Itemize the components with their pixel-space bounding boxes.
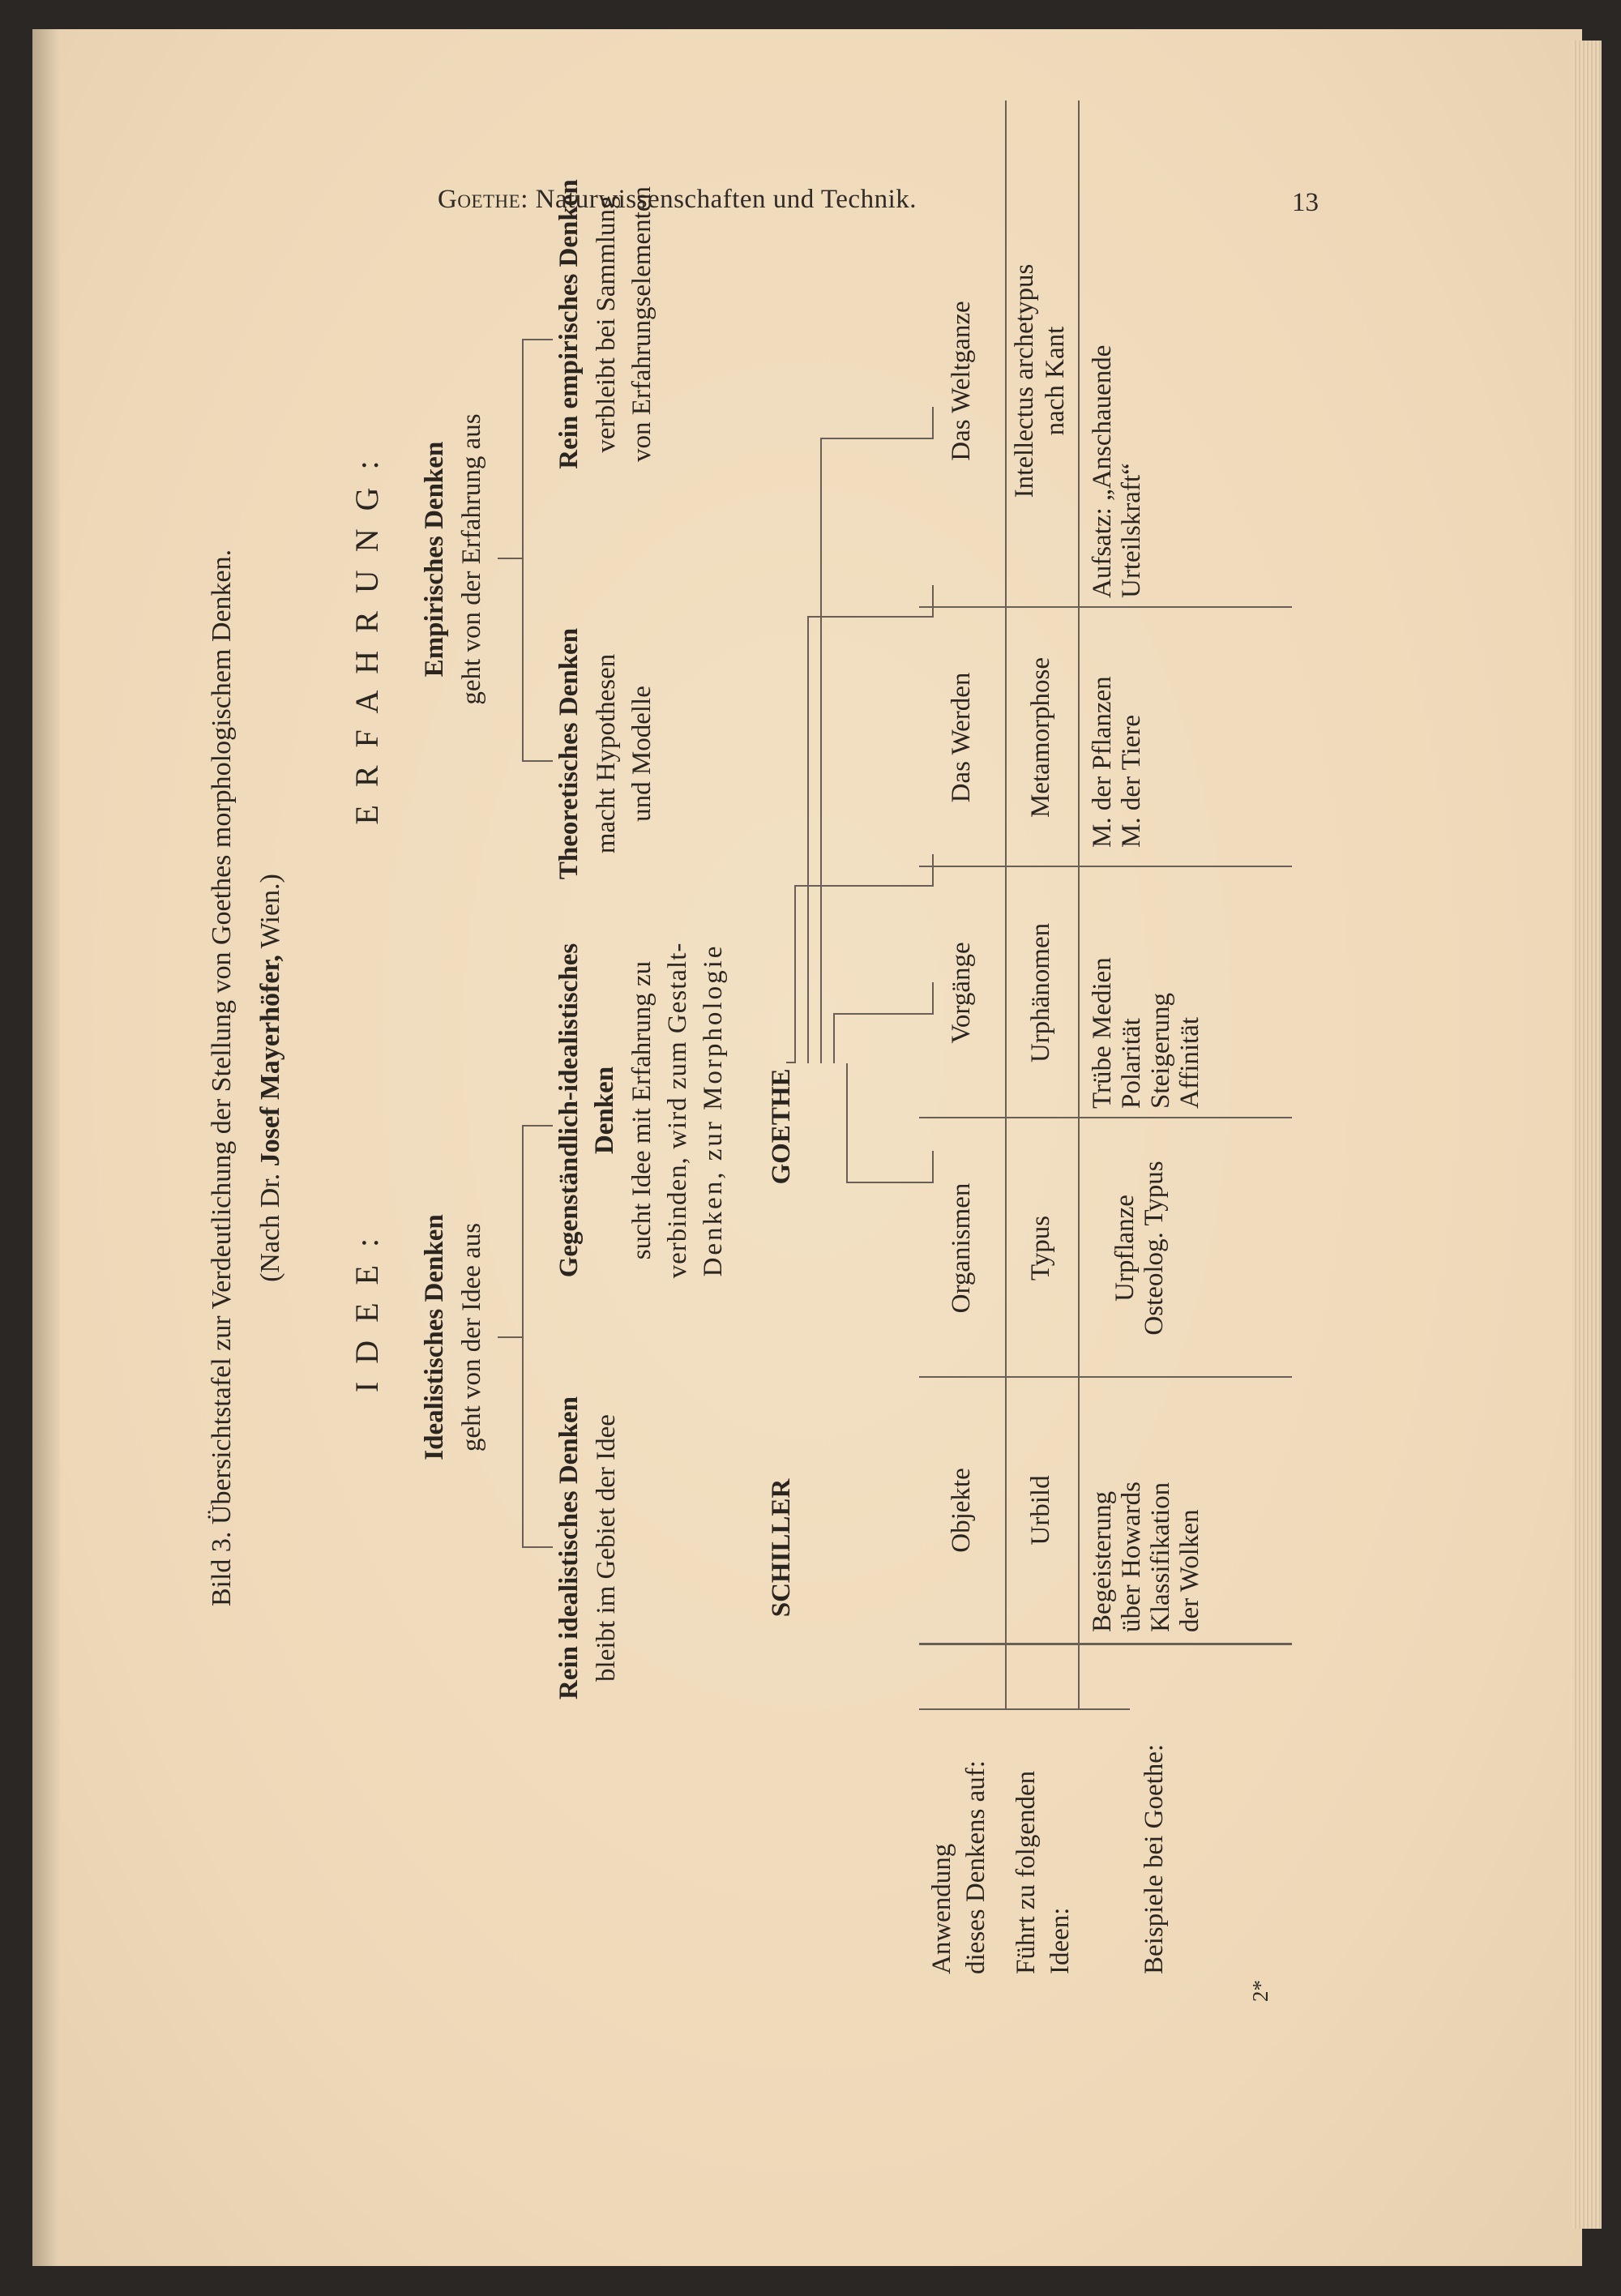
objective-idealistic-line-2: verbinden, wird zum Gestalt-: [663, 942, 692, 1279]
table-row-separator-2: [1078, 100, 1080, 1710]
page-gutter-shadow: [32, 29, 60, 2266]
empirical-heading: Empirisches Denken: [420, 441, 449, 678]
pure-empirical-heading: Rein empirisches Denken: [554, 179, 584, 469]
pure-empirical-line-2: von Erfahrungselementen: [627, 186, 657, 462]
goethe-tick-werden: [932, 585, 934, 618]
erfahrung-branch-stem: [498, 558, 522, 559]
col-objekte-example-3: Klassifikation: [1146, 1481, 1175, 1632]
row-label-application-2: dieses Denkens auf:: [961, 1760, 990, 1974]
idee-heading: I D E E :: [349, 1233, 385, 1393]
erfahrung-branch-left: [522, 760, 553, 762]
figure-title: Bild 3. Übersichtstafel zur Verdeutlichung der Stellung von Goethes morphologischem Denken.: [207, 549, 237, 1607]
col-werden-idea: Metamorphose: [1026, 657, 1055, 818]
idee-branch-right: [522, 1125, 553, 1127]
col-weltganze-example-2: Urteilskraft“: [1117, 463, 1146, 598]
row-label-application-1: Anwendung: [927, 1843, 956, 1974]
goethe-connector-4-v: [833, 1013, 932, 1015]
erfahrung-heading: E R F A H R U N G :: [349, 455, 385, 825]
signature-mark: 2*: [1248, 1980, 1272, 2002]
col-vorgaenge-example-4: Affinität: [1175, 1016, 1204, 1109]
objective-idealistic-line-1: sucht Idee mit Erfahrung zu: [627, 960, 657, 1260]
rotated-figure: [186, 81, 1337, 2042]
col-organismen-header: Organismen: [947, 1182, 976, 1314]
goethe-connector-5-v: [846, 1182, 932, 1183]
col-objekte-example-4: der Wolken: [1175, 1509, 1204, 1632]
idealistic-heading: Idealistisches Denken: [420, 1214, 449, 1460]
col-objekte-example-2: über Howards: [1117, 1481, 1146, 1632]
col-werden-header: Das Werden: [947, 672, 976, 803]
col-objekte-example-1: Begeisterung: [1088, 1490, 1117, 1632]
col-vorgaenge-example-1: Trübe Medien: [1088, 957, 1117, 1109]
idee-branch-stem: [498, 1336, 522, 1338]
goethe-connector-1-v: [794, 885, 932, 887]
pure-empirical-line-1: verbleibt bei Sammlung: [592, 195, 621, 453]
page-edge-stack: [1572, 41, 1602, 2229]
pure-idealistic-heading: Rein idealistisches Denken: [554, 1396, 584, 1700]
table-label-divider: [919, 1643, 1292, 1645]
figure-subtitle-author: Josef Mayerhöfer,: [255, 955, 285, 1167]
goethe-tick-objekte: [932, 1151, 934, 1183]
col-objekte-idea: Urbild: [1026, 1475, 1055, 1546]
goethe-tick-organismen: [932, 982, 934, 1015]
table-row-separator-1: [1005, 100, 1007, 1710]
theoretical-line-2: und Modelle: [627, 686, 657, 822]
col-vorgaenge-idea: Urphänomen: [1026, 922, 1055, 1063]
goethe-connector-2-h: [807, 618, 809, 1063]
idee-branch-left: [522, 1546, 553, 1548]
col-vorgaenge-example-2: Polarität: [1117, 1018, 1146, 1109]
pure-idealistic-text: bleibt im Gebiet der Idee: [592, 1414, 621, 1682]
col-weltganze-idea-2: nach Kant: [1041, 326, 1070, 436]
goethe-connector-5-h: [846, 1063, 848, 1183]
goethe-connector-3-v: [820, 438, 932, 439]
schiller-label: SCHILLER: [767, 1478, 796, 1618]
goethe-connector-1-h: [794, 887, 796, 1063]
erfahrung-branch-right: [522, 339, 553, 340]
theoretical-heading: Theoretisches Denken: [554, 627, 584, 880]
erfahrung-branch-bar: [522, 340, 524, 762]
col-weltganze-idea-1: Intellectus archetypus: [1010, 263, 1039, 498]
goethe-connector-2-v: [807, 616, 932, 618]
idee-branch-bar: [522, 1127, 524, 1548]
figure-subtitle: [254, 113, 286, 2042]
theoretical-line-1: macht Hypothesen: [592, 653, 621, 854]
col-weltganze-header: Das Weltganze: [947, 301, 976, 461]
running-head-author: Goethe: [438, 185, 521, 214]
idealistic-text: geht von der Idee aus: [457, 1222, 486, 1452]
col-organismen-idea: Typus: [1026, 1215, 1055, 1281]
table-left-border: [919, 1708, 1130, 1710]
goethe-connector-3-h: [820, 439, 822, 1063]
row-label-ideas-1: Führt zu folgenden: [1012, 1770, 1041, 1974]
running-head-title: : Naturwissenschaften und Technik.: [520, 185, 917, 214]
col-objekte-header: Objekte: [947, 1468, 976, 1553]
row-label-ideas-2: Ideen:: [1046, 1907, 1075, 1974]
col-organismen-example-2: Osteolog. Typus: [1140, 1161, 1169, 1336]
row-label-examples: Beispiele bei Goethe:: [1140, 1743, 1169, 1974]
col-werden-example-1: M. der Pflanzen: [1088, 676, 1117, 848]
objective-idealistic-heading-2: Denken: [590, 1066, 619, 1155]
col-vorgaenge-example-3: Steigerung: [1146, 993, 1175, 1109]
col-werden-example-2: M. der Tiere: [1117, 714, 1146, 848]
goethe-connector-stub: [786, 1062, 794, 1063]
objective-idealistic-heading-1: Gegenständlich-idealistisches: [554, 943, 584, 1278]
col-weltganze-example-1: Aufsatz: „Anschauende: [1088, 344, 1117, 598]
figure-subtitle-prefix: (Nach Dr.: [255, 1173, 285, 1282]
objective-idealistic-line-3: Denken, zur Morphologie: [699, 943, 728, 1277]
goethe-tick-vorgaenge: [932, 854, 934, 887]
goethe-connector-4-h: [833, 1015, 835, 1063]
goethe-tick-weltganze: [932, 407, 934, 439]
goethe-label: GOETHE: [767, 1068, 796, 1185]
col-vorgaenge-header: Vorgänge: [947, 942, 976, 1044]
page-number: 13: [1292, 188, 1319, 217]
figure-subtitle-suffix: Wien.): [255, 874, 285, 949]
empirical-text: geht von der Erfahrung aus: [457, 413, 486, 705]
col-organismen-example-1: Urpflanze: [1110, 1195, 1140, 1302]
